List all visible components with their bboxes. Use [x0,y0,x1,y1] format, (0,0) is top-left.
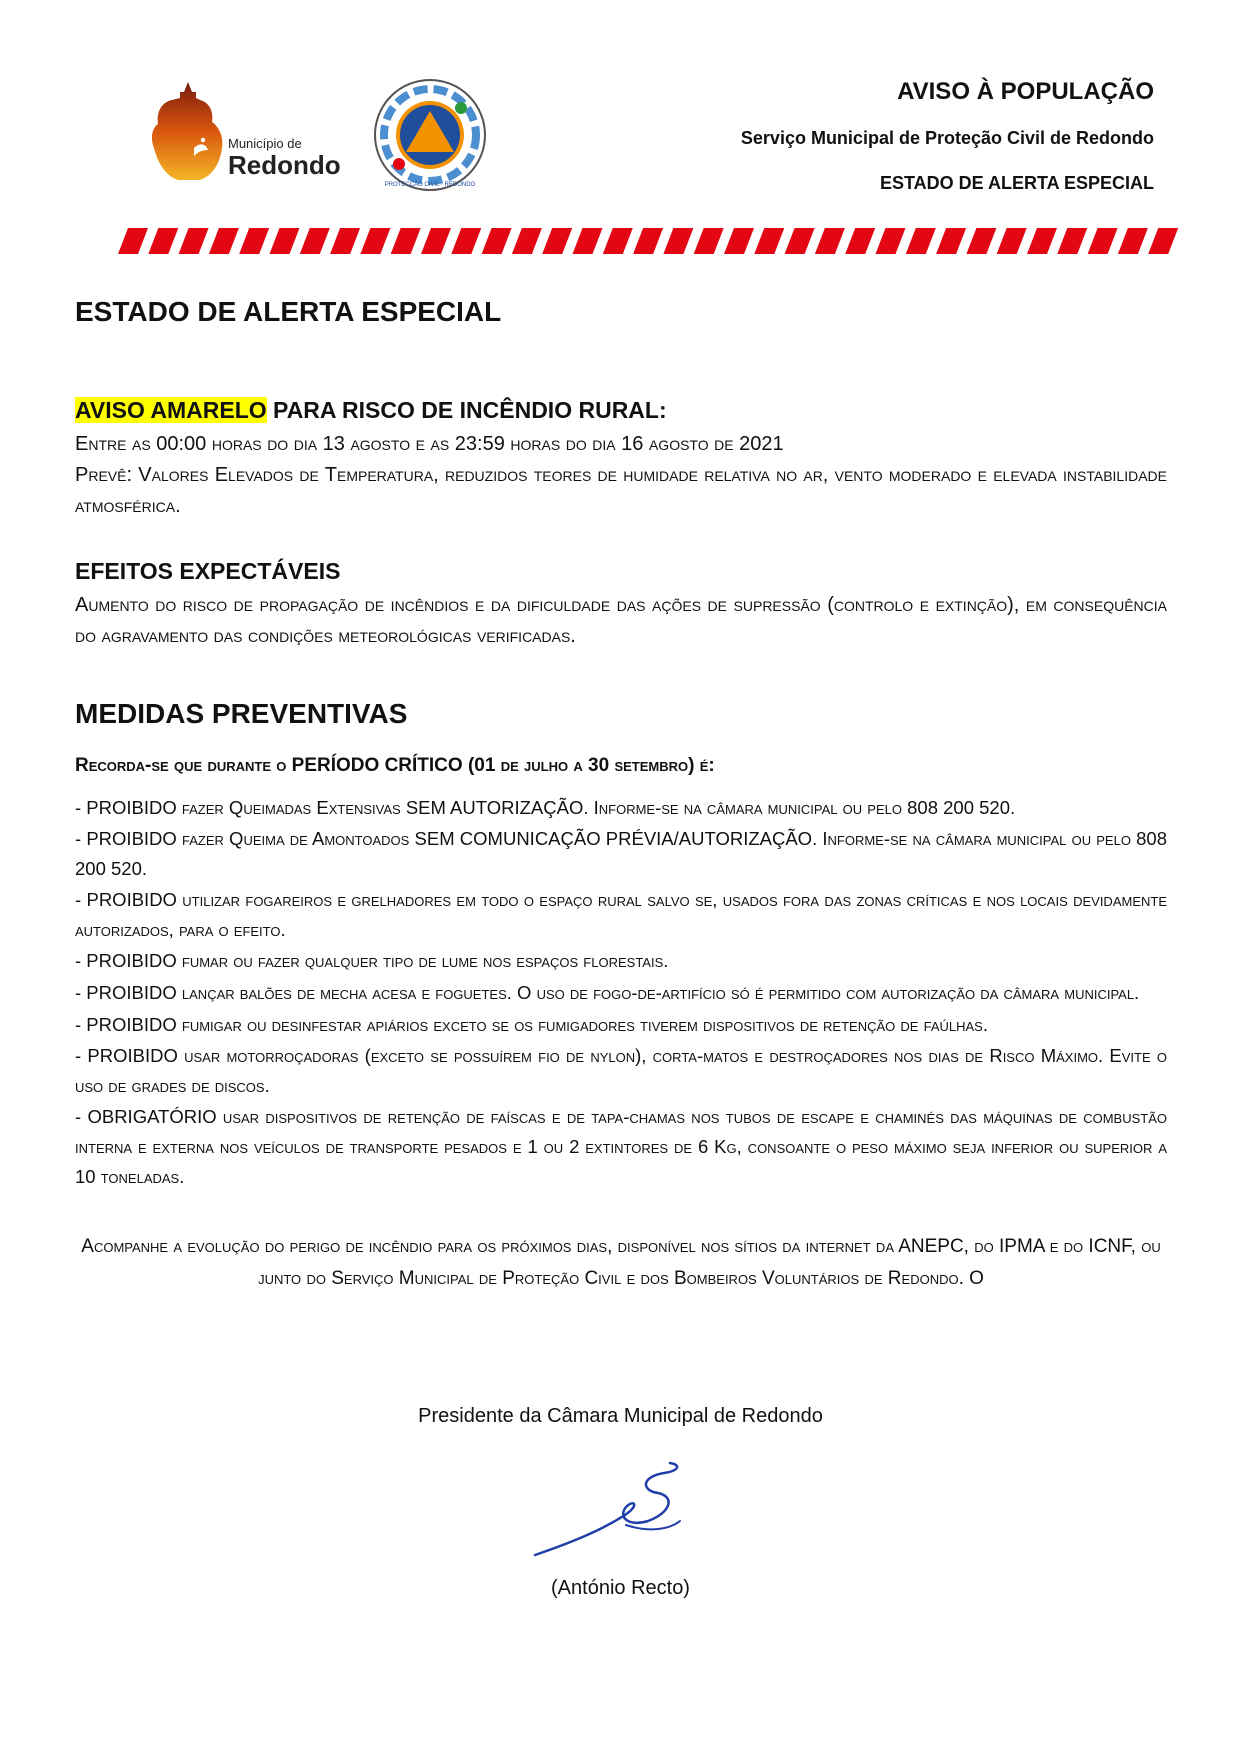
list-item: - PROIBIDO fumigar ou desinfestar apiários exceto se os fumigadores tiverem dispositivos de retenção de faúlhas. [75,1013,988,1035]
hazard-stripe-bar [603,228,633,254]
hazard-stripe-bar [876,228,906,254]
hazard-stripe-bar [300,228,330,254]
hazard-stripe-bar [1148,228,1178,254]
hazard-stripe-bar [785,228,815,254]
hazard-stripe-bar [694,228,724,254]
municipio-redondo-logo [148,76,358,184]
hazard-stripe-bar [179,228,209,254]
warning-highlight: AVISO AMARELO [75,397,267,424]
hazard-stripe-bar [845,228,875,254]
handwritten-signature [530,1455,730,1565]
list-item: - PROIBIDO fumar ou fazer qualquer tipo de lume nos espaços florestais. [75,950,669,972]
hazard-stripe-bar [1057,228,1087,254]
hazard-stripe-bar [936,228,966,254]
alert-state: ESTADO DE ALERTA ESPECIAL [879,173,1154,193]
list-item: - PROIBIDO lançar balões de mecha acesa e foguetes. O uso de fogo-de-artifício só é permitido com autorização da câmara municipal. [75,982,1140,1004]
hazard-stripe-bar [724,228,754,254]
hazard-stripe-bar [1027,228,1057,254]
hazard-stripe-bar [209,228,239,254]
hazard-stripe-bar [573,228,603,254]
hazard-stripe-bar [330,228,360,254]
hazard-stripe-bar [1118,228,1148,254]
critical-period-note: Recorda-se que durante o PERÍODO CRÍTICO (01 de julho a 30 setembro) é: [75,755,715,777]
hazard-stripe-bar [815,228,845,254]
hazard-stripe-bar [966,228,996,254]
hazard-stripe-bar [512,228,542,254]
rules-list [75,793,1167,1192]
protecao-civil-logo [373,78,487,192]
hazard-stripe-bar [542,228,572,254]
list-item: - PROIBIDO fazer Queima de Amontoados SEM COMUNICAÇÃO PRÉVIA/AUTORIZAÇÃO. Informe-se na câmara municipal ou pelo 808 200 520. [75,828,1167,879]
warning-heading-rest: PARA RISCO DE INCÊNDIO RURAL: [266,397,667,424]
effects-heading: EFEITOS EXPECTÁVEIS [75,558,341,585]
signatory-name: (António Recto) [551,1577,690,1599]
signatory-role: Presidente da Câmara Municipal de Redondo [418,1405,823,1427]
header-block [554,78,1154,194]
hazard-stripe-bar [148,228,178,254]
effects-text: Aumento do risco de propagação de incêndios e da dificuldade das ações de supressão (controlo e extinção), em consequência do agravamento das condições meteorológicas verificadas. [75,593,1167,647]
hazard-stripe-bar [997,228,1027,254]
hazard-stripe-bar [663,228,693,254]
logos-area [148,72,498,192]
logo-municipio-line1: Município de [228,136,302,151]
service-name: Serviço Municipal de Proteção Civil de Redondo [740,128,1154,148]
hazard-stripe-bar [633,228,663,254]
list-item: - OBRIGATÓRIO usar dispositivos de retenção de faíscas e de tapa-chamas nos tubos de escape e chaminés das máquinas de combustão interna e externa nos veículos de transporte pesados e 1 ou 2 extintores de 6 Kg, consoante o peso máximo seja inferior ou superior a 10 toneladas. [75,1106,1167,1187]
hazard-stripe-bar [118,228,148,254]
hazard-stripe-bar [754,228,784,254]
hazard-stripe-bar [482,228,512,254]
main-content [75,290,1167,1294]
hazard-stripe-bar [421,228,451,254]
hazard-stripe-bar [906,228,936,254]
hazard-stripe-bar [391,228,421,254]
main-heading: ESTADO DE ALERTA ESPECIAL [75,296,502,327]
list-item: - PROIBIDO utilizar fogareiros e grelhadores em todo o espaço rural salvo se, usados fora das zonas críticas e nos locais devidamente autorizados, para o efeito. [75,889,1167,940]
hazard-stripe-bar [239,228,269,254]
hazard-stripe [118,228,1180,254]
list-item: - PROIBIDO usar motorroçadoras (exceto se possuírem fio de nylon), corta-matos e destroçadores nos dias de Risco Máximo. Evite o uso de grades de discos. [75,1045,1167,1096]
hazard-stripe-bar [451,228,481,254]
logo-protecao-civil-text: PROTECÇÃO CIVIL · REDONDO [384,182,476,188]
list-item: - PROIBIDO fazer Queimadas Extensivas SEM AUTORIZAÇÃO. Informe-se na câmara municipal ou pelo 808 200 520. [75,796,1016,818]
warning-heading [75,393,1167,429]
measures-heading: MEDIDAS PREVENTIVAS [75,697,408,729]
alert-period: Entre as 00:00 horas do dia 13 agosto e as 23:59 horas do dia 16 agosto de 2021 [75,433,784,456]
hazard-stripe-bar [360,228,390,254]
notice-title: AVISO À POPULAÇÃO [897,78,1154,105]
follow-up-note: Acompanhe a evolução do perigo de incêndio para os próximos dias, disponível nos sítios da internet da ANEPC, do IPMA e do ICNF, ou junto do Serviço Municipal de Proteção Civil e dos Bombeiros Voluntários de Redondo. O [81,1236,1161,1289]
hazard-stripe-bar [270,228,300,254]
hazard-stripe-bar [1088,228,1118,254]
forecast-text: Prevê: Valores Elevados de Temperatura, reduzidos teores de humidade relativa no ar, vento moderado e elevada instabilidade atmosférica. [75,464,1167,518]
logo-municipio-line2: Redondo [228,150,341,180]
